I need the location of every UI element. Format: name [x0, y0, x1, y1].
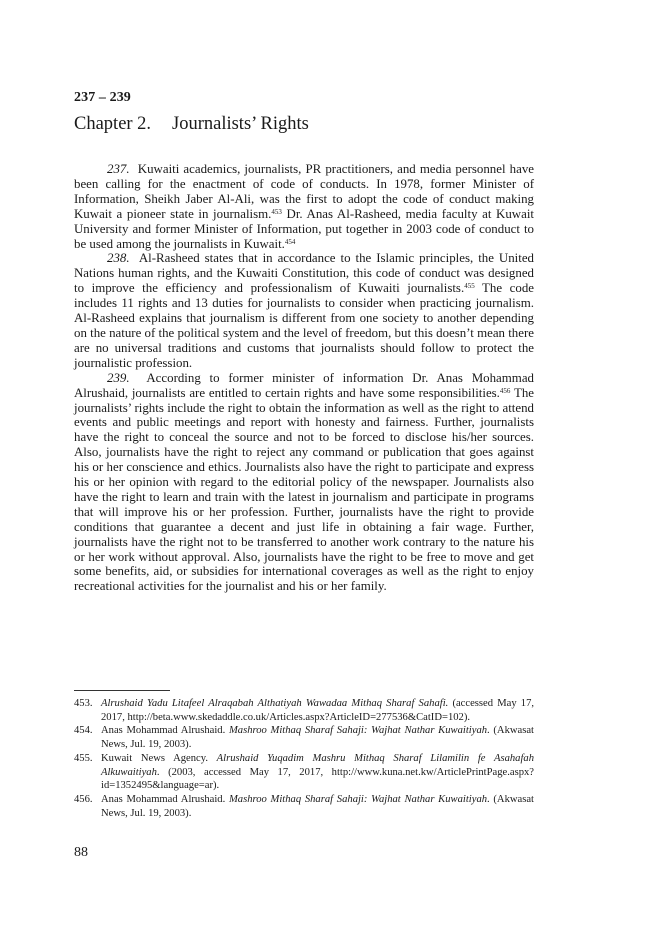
paragraph-text: Kuwaiti academics, journalists, PR practitioners, and media personnel have been calling for the enactment of code of conducts. In 1978, former Minister of Information, Sheikh Jaber Al-Ali, was the first to adopt the code of conduct making Kuwait a pioneer state in journalism. — [74, 162, 534, 221]
footnote-number: 456. — [74, 793, 93, 805]
footnote-453 — [74, 697, 534, 724]
footnote-rest: . (Akwasat News, Jul. 19, 2003). — [101, 793, 535, 819]
footnote-title: Mashroo Mithaq Sharaf Sahaji: Wajhat Nathar Kuwaitiyah — [228, 793, 488, 805]
footnotes — [74, 697, 534, 820]
footnote-title: Alrushaid Yuqadim Mashru Mithaq Sharaf Lilamilin fe Asahafah Alkuwaitiyah — [101, 752, 534, 778]
footnote-rest: . (2003, accessed May 17, 2017, http://www.kuna.net.kw/ArticlePrintPage.aspx?id=1352495&language=ar). — [101, 766, 534, 792]
paragraph-text: The code includes 11 rights and 13 duties for journalists to consider when practicing journalism. Al-Rasheed explains that journalism is different from one society to another depending on the nature of the political system and the level of freedom, but this doesn’t mean there are no universal traditions and customs that journalists should follow to protect the journalistic profession. — [74, 281, 535, 370]
footnote-ref-454[interactable]: 454 — [284, 237, 296, 246]
footnote-lead: Anas Mohammad Alrushaid. — [101, 725, 229, 737]
footnote-ref-453[interactable]: 453 — [271, 207, 282, 216]
footnote-title: Alrushaid Yadu Litafeel Alraqabah Althatiyah Wawadaa Mithaq Sharaf Sahafi. — [101, 698, 449, 709]
chapter-title: Journalists’ Rights — [172, 114, 309, 134]
paragraph-number: 238. — [107, 251, 130, 266]
footnote-lead: Anas Mohammad Alrushaid. — [101, 793, 229, 805]
footnote-ref-455[interactable]: 455 — [464, 282, 475, 291]
paragraph-text: Al-Rasheed states that in accordance to the Islamic principles, the United Nations human rights, and the Kuwaiti Constitution, this code of conduct was designed to improve the efficiency and professionalism of Kuwaiti journalists. — [74, 251, 535, 296]
footnote-ref-456[interactable]: 456 — [499, 386, 511, 395]
footnote-454 — [74, 724, 534, 751]
paragraph-238 — [74, 251, 534, 370]
chapter-number: Chapter 2. — [74, 114, 152, 134]
running-head: 237 – 239 — [74, 90, 131, 105]
footnote-rest: . (Akwasat News, Jul. 19, 2003). — [101, 725, 535, 751]
paragraph-237 — [74, 162, 534, 251]
paragraph-239 — [74, 371, 534, 595]
footnote-number: 455. — [74, 752, 93, 764]
body-text — [74, 162, 534, 594]
footnote-456 — [74, 793, 534, 820]
book-page — [74, 0, 534, 937]
chapter-heading — [74, 114, 309, 135]
footnote-number: 453. — [74, 698, 93, 709]
footnote-title: Mashroo Mithaq Sharaf Sahaji: Wajhat Nathar Kuwaitiyah — [228, 725, 488, 737]
paragraph-number: 239. — [107, 370, 130, 385]
footnote-lead: Kuwait News Agency. — [101, 752, 217, 764]
footnote-455 — [74, 752, 534, 793]
paragraph-number: 237. — [107, 162, 130, 176]
footnote-divider — [74, 690, 170, 691]
paragraph-text: The journalists’ rights include the right to obtain the information as well as the right to attend events and public meetings and report with honesty and fairness. Further, journalists have the right to conceal the source and not to be forced to disclose his/her sources. Also, journalists have the right to reject any command or publication that goes against his or her conscience and ethics. Journalists also have the right to participate and express his or her opinion with regard to the editorial policy of the newspaper. Journalists also have the right to learn and train with the latest in journalism and participate in programs that will improve his or her profession. Further, journalists have the right to provide conditions that guarantee a decent and just life in obtaining a fair wage. Further, journalists have the right not to be transferred to another work contrary to the nature his or her work without approval. Also, journalists have the right to be free to move and get some benefits, aid, or subsidies for international coverages as well as the right to enjoy recreational activities for the journalist and his or her family. — [74, 385, 534, 594]
page-number: 88 — [74, 845, 88, 860]
paragraph-text: Dr. Anas Al-Rasheed, media faculty at Kuwait University and former Minister of Information, put together in 2003 code of conduct to be used among the journalists in Kuwait. — [74, 206, 534, 251]
paragraph-text: According to former minister of information Dr. Anas Mohammad Alrushaid, journalists are entitled to certain rights and have some responsibilities. — [74, 370, 534, 400]
footnote-number: 454. — [74, 725, 93, 737]
footnote-rest: (accessed May 17, 2017, http://beta.www.skedaddle.co.uk/Articles.aspx?ArticleID=277536&CatID=102). — [101, 698, 535, 723]
